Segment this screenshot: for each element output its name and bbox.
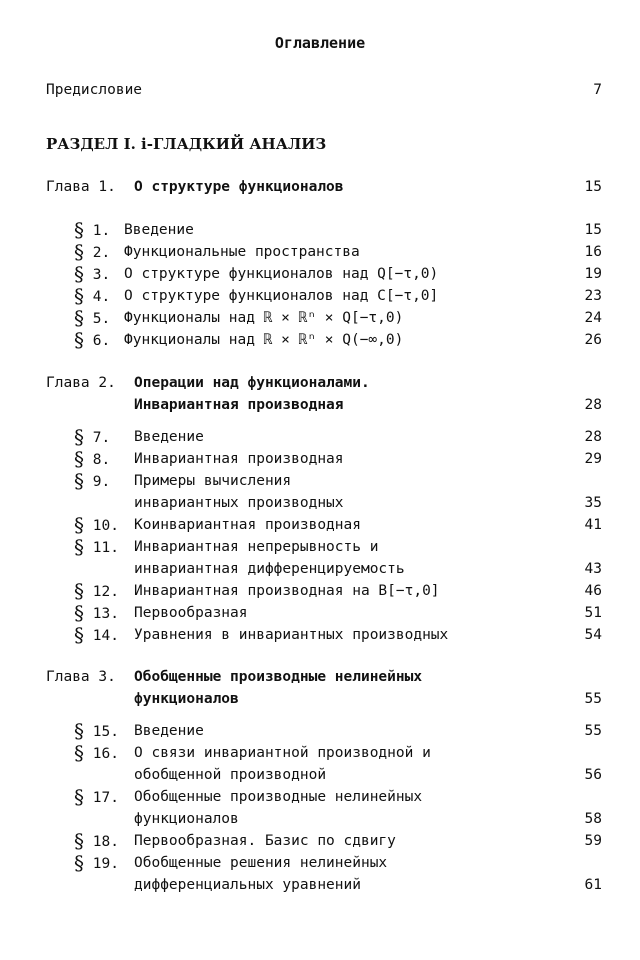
chapter-title: функционалов bbox=[134, 691, 239, 707]
section-symbol: § bbox=[74, 306, 84, 330]
section-title: Введение bbox=[124, 222, 194, 238]
section-number bbox=[74, 307, 110, 330]
section-page: 24 bbox=[584, 310, 602, 326]
section-title: Введение bbox=[134, 429, 204, 445]
section-page: 35 bbox=[584, 495, 602, 511]
section-page: 26 bbox=[584, 332, 602, 348]
section-page: 58 bbox=[584, 811, 602, 827]
section-title: Коинвариантная производная bbox=[134, 517, 361, 533]
preface-label: Предисловие bbox=[46, 82, 143, 98]
section-title: инвариантных производных bbox=[134, 495, 344, 511]
section-page: 28 bbox=[584, 429, 602, 445]
section-symbol: § bbox=[74, 425, 84, 449]
part-label: РАЗДЕЛ I. i-ГЛАДКИЙ АНАЛИЗ bbox=[46, 135, 327, 153]
section-symbol: § bbox=[74, 579, 84, 603]
section-number bbox=[74, 602, 119, 625]
section-title: Функциональные пространства bbox=[124, 244, 360, 260]
section-number bbox=[74, 263, 110, 286]
chapter-title: Обобщенные производные нелинейных bbox=[134, 669, 423, 685]
section-number bbox=[74, 470, 110, 493]
section-page: 43 bbox=[584, 561, 602, 577]
preface-page: 7 bbox=[593, 82, 602, 98]
section-number bbox=[74, 219, 110, 242]
section-num: 13. bbox=[92, 606, 119, 622]
section-num: 12. bbox=[92, 584, 119, 600]
section-page: 56 bbox=[584, 767, 602, 783]
section-title: О связи инвариантной производной и bbox=[134, 745, 431, 761]
section-title: Инвариантная производная на B[−τ,0] bbox=[134, 583, 440, 599]
section-page: 19 bbox=[584, 266, 602, 282]
section-page: 41 bbox=[584, 517, 602, 533]
section-title: функционалов bbox=[134, 811, 239, 827]
section-num: 5. bbox=[92, 311, 111, 327]
section-number bbox=[74, 536, 119, 559]
section-num: 11. bbox=[92, 540, 119, 556]
chapter-page: 15 bbox=[584, 179, 602, 195]
section-number bbox=[74, 285, 110, 308]
section-number bbox=[74, 720, 119, 743]
section-page: 59 bbox=[584, 833, 602, 849]
section-number bbox=[74, 580, 119, 603]
section-num: 15. bbox=[92, 724, 119, 740]
section-num: 17. bbox=[92, 790, 119, 806]
section-num: 4. bbox=[92, 289, 111, 305]
section-title: Первообразная bbox=[134, 605, 248, 621]
section-symbol: § bbox=[74, 218, 84, 242]
section-symbol: § bbox=[74, 262, 84, 286]
section-title: Инвариантная непрерывность и bbox=[134, 539, 379, 555]
section-title: дифференциальных уравнений bbox=[134, 877, 361, 893]
section-title: Обобщенные решения нелинейных bbox=[134, 855, 388, 871]
section-num: 14. bbox=[92, 628, 119, 644]
section-symbol: § bbox=[74, 328, 84, 352]
section-num: 10. bbox=[92, 518, 119, 534]
section-num: 6. bbox=[92, 333, 111, 349]
chapter-label: Глава 1. bbox=[46, 179, 116, 195]
section-symbol: § bbox=[74, 829, 84, 853]
section-num: 18. bbox=[92, 834, 119, 850]
section-number bbox=[74, 742, 119, 765]
chapter-title: Операции над функционалами. bbox=[134, 375, 370, 391]
chapter-title: Инвариантная производная bbox=[134, 397, 344, 413]
section-title: О структуре функционалов над C[−τ,0] bbox=[124, 288, 439, 304]
section-symbol: § bbox=[74, 623, 84, 647]
section-number bbox=[74, 624, 119, 647]
section-symbol: § bbox=[74, 469, 84, 493]
section-number bbox=[74, 514, 119, 537]
section-page: 29 bbox=[584, 451, 602, 467]
section-page: 54 bbox=[584, 627, 602, 643]
section-symbol: § bbox=[74, 535, 84, 559]
section-num: 2. bbox=[92, 245, 111, 261]
section-title: О структуре функционалов над Q[−τ,0) bbox=[124, 266, 439, 282]
chapter-label: Глава 2. bbox=[46, 375, 116, 391]
section-symbol: § bbox=[74, 719, 84, 743]
section-number bbox=[74, 241, 110, 264]
section-symbol: § bbox=[74, 785, 84, 809]
page-title: Оглавление bbox=[274, 34, 366, 52]
section-page: 51 bbox=[584, 605, 602, 621]
section-title: Введение bbox=[134, 723, 204, 739]
section-num: 8. bbox=[92, 452, 111, 468]
section-title: Уравнения в инвариантных производных bbox=[134, 627, 449, 643]
section-page: 15 bbox=[584, 222, 602, 238]
section-symbol: § bbox=[74, 240, 84, 264]
section-symbol: § bbox=[74, 447, 84, 471]
section-number bbox=[74, 426, 110, 449]
section-symbol: § bbox=[74, 741, 84, 765]
section-symbol: § bbox=[74, 284, 84, 308]
section-title: Инвариантная производная bbox=[134, 451, 344, 467]
section-symbol: § bbox=[74, 851, 84, 875]
section-symbol: § bbox=[74, 601, 84, 625]
section-num: 19. bbox=[92, 856, 119, 872]
section-number bbox=[74, 448, 110, 471]
section-page: 16 bbox=[584, 244, 602, 260]
section-symbol: § bbox=[74, 513, 84, 537]
section-title: обобщенной производной bbox=[134, 767, 327, 783]
section-number bbox=[74, 830, 119, 853]
section-title: Примеры вычисления bbox=[134, 473, 292, 489]
section-page: 61 bbox=[584, 877, 602, 893]
section-title: Первообразная. Базис по сдвигу bbox=[134, 833, 396, 849]
section-number bbox=[74, 852, 119, 875]
section-number bbox=[74, 786, 119, 809]
section-num: 9. bbox=[92, 474, 111, 490]
chapter-title: О структуре функционалов bbox=[134, 179, 344, 195]
section-title: Функционалы над ℝ × ℝⁿ × Q[−τ,0) bbox=[124, 310, 404, 326]
section-num: 7. bbox=[92, 430, 111, 446]
section-page: 46 bbox=[584, 583, 602, 599]
section-num: 1. bbox=[92, 223, 111, 239]
chapter-label: Глава 3. bbox=[46, 669, 116, 685]
section-page: 23 bbox=[584, 288, 602, 304]
section-number bbox=[74, 329, 110, 352]
section-title: Функционалы над ℝ × ℝⁿ × Q(−∞,0) bbox=[124, 332, 404, 348]
section-page: 55 bbox=[584, 723, 602, 739]
section-title: инвариантная дифференцируемость bbox=[134, 561, 405, 577]
section-num: 3. bbox=[92, 267, 111, 283]
chapter-page: 55 bbox=[584, 691, 602, 707]
chapter-page: 28 bbox=[584, 397, 602, 413]
section-num: 16. bbox=[92, 746, 119, 762]
section-title: Обобщенные производные нелинейных bbox=[134, 789, 423, 805]
